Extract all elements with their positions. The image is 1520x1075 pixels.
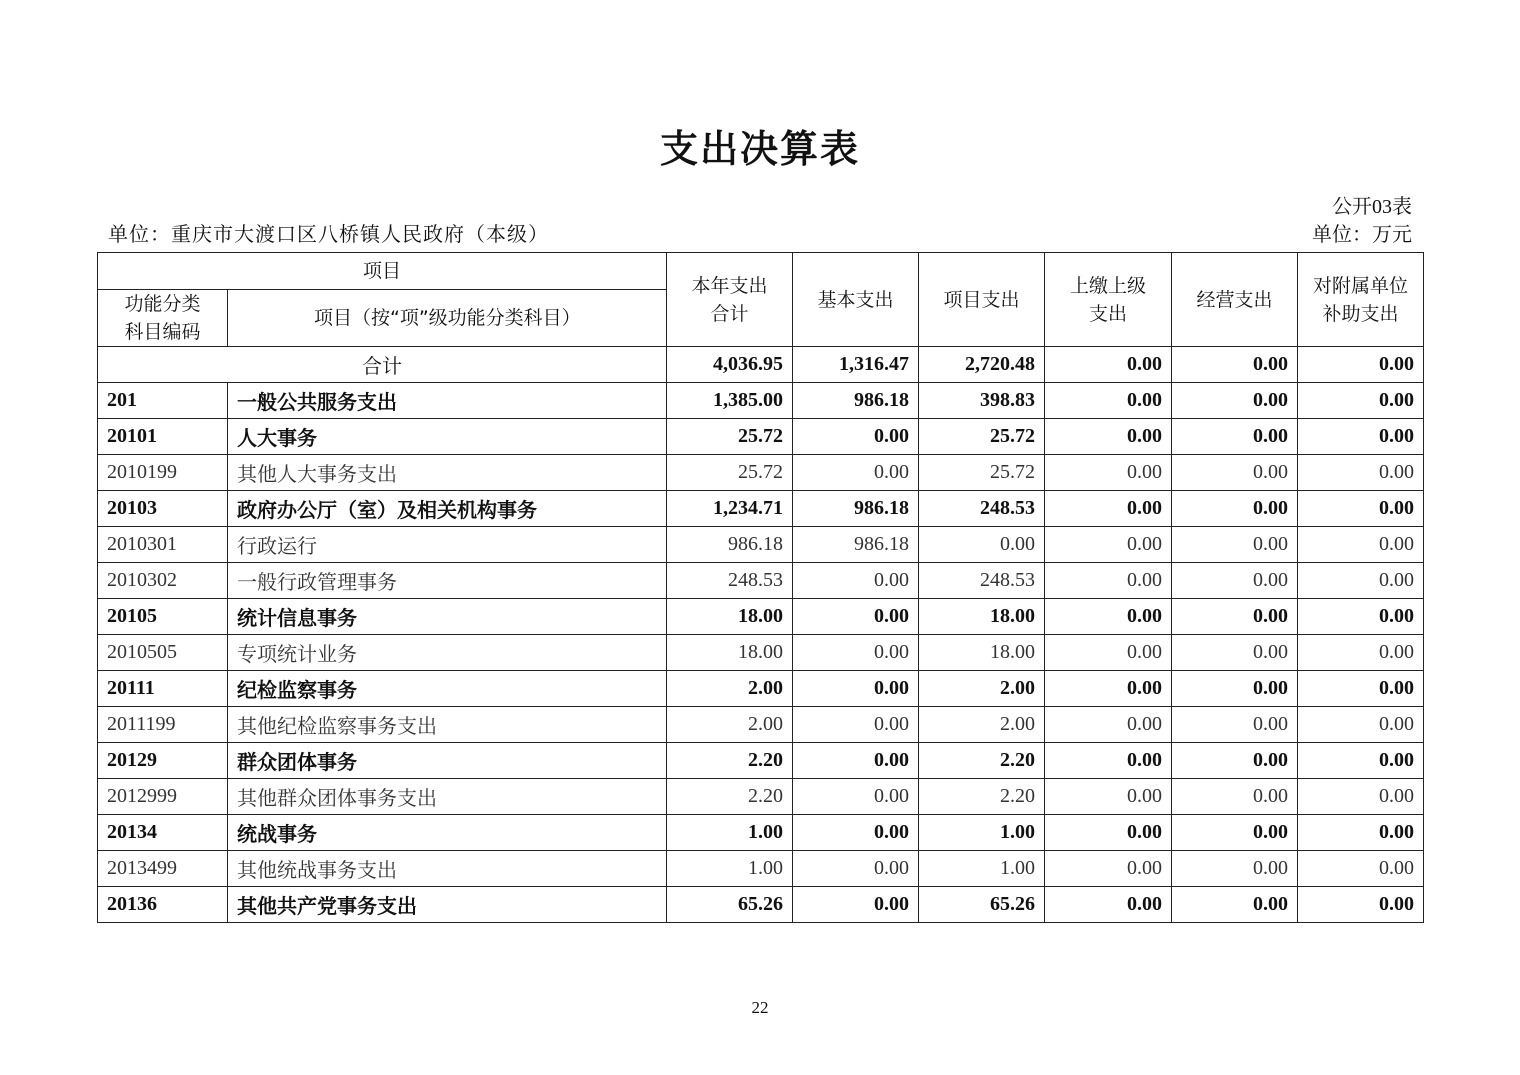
row-total: 65.26 (667, 887, 793, 923)
row-code: 2010505 (98, 635, 228, 671)
row-subsidy: 0.00 (1298, 599, 1424, 635)
row-code: 2010199 (98, 455, 228, 491)
row-project: 2.20 (919, 743, 1045, 779)
page-number: 22 (751, 998, 769, 1017)
row-code: 2013499 (98, 851, 228, 887)
row-project: 25.72 (919, 455, 1045, 491)
row-upper: 0.00 (1045, 671, 1172, 707)
row-basic: 0.00 (793, 455, 919, 491)
row-total: 248.53 (667, 563, 793, 599)
total-cell-project: 2,720.48 (919, 347, 1045, 383)
row-basic: 0.00 (793, 851, 919, 887)
table-row (98, 815, 1424, 851)
row-code: 20136 (98, 887, 228, 923)
row-name: 统计信息事务 (228, 599, 667, 635)
row-total: 1.00 (667, 815, 793, 851)
table-row (98, 383, 1424, 419)
row-business: 0.00 (1172, 563, 1298, 599)
row-code: 20103 (98, 491, 228, 527)
row-subsidy: 0.00 (1298, 455, 1424, 491)
row-basic: 986.18 (793, 491, 919, 527)
row-upper: 0.00 (1045, 815, 1172, 851)
row-total: 1,234.71 (667, 491, 793, 527)
row-name: 行政运行 (228, 527, 667, 563)
row-business: 0.00 (1172, 527, 1298, 563)
table-row (98, 743, 1424, 779)
row-name: 专项统计业务 (228, 635, 667, 671)
row-code: 20129 (98, 743, 228, 779)
row-name: 一般行政管理事务 (228, 563, 667, 599)
table-row (98, 851, 1424, 887)
row-basic: 986.18 (793, 383, 919, 419)
row-subsidy: 0.00 (1298, 563, 1424, 599)
form-number: 公开03表 (1332, 196, 1412, 218)
row-basic: 0.00 (793, 887, 919, 923)
row-subsidy: 0.00 (1298, 743, 1424, 779)
row-upper: 0.00 (1045, 779, 1172, 815)
row-total: 1.00 (667, 851, 793, 887)
header-subsidy: 对附属单位补助支出 (1298, 253, 1424, 347)
header-project-name: 项目（按“项”级功能分类科目） (228, 290, 667, 347)
header-business: 经营支出 (1172, 253, 1298, 347)
row-total: 986.18 (667, 527, 793, 563)
row-code: 20101 (98, 419, 228, 455)
unit-organization: 单位：重庆市大渡口区八桥镇人民政府（本级） (108, 224, 549, 246)
row-code: 2010301 (98, 527, 228, 563)
row-business: 0.00 (1172, 779, 1298, 815)
header-func-code: 功能分类科目编码 (98, 290, 228, 347)
table-row (98, 635, 1424, 671)
row-basic: 0.00 (793, 815, 919, 851)
total-cell-upper: 0.00 (1045, 347, 1172, 383)
page-title: 支出决算表 (659, 127, 860, 171)
row-business: 0.00 (1172, 851, 1298, 887)
row-basic: 0.00 (793, 743, 919, 779)
row-code: 2012999 (98, 779, 228, 815)
row-business: 0.00 (1172, 707, 1298, 743)
row-name: 纪检监察事务 (228, 671, 667, 707)
row-basic: 0.00 (793, 779, 919, 815)
row-business: 0.00 (1172, 671, 1298, 707)
row-project: 2.20 (919, 779, 1045, 815)
row-total: 18.00 (667, 599, 793, 635)
unit-currency: 单位：万元 (1312, 224, 1412, 246)
total-cell-subsidy: 0.00 (1298, 347, 1424, 383)
row-code: 2011199 (98, 707, 228, 743)
row-business: 0.00 (1172, 455, 1298, 491)
row-upper: 0.00 (1045, 599, 1172, 635)
row-basic: 0.00 (793, 707, 919, 743)
table-row (98, 599, 1424, 635)
row-upper: 0.00 (1045, 707, 1172, 743)
row-total: 25.72 (667, 455, 793, 491)
row-subsidy: 0.00 (1298, 779, 1424, 815)
row-name: 统战事务 (228, 815, 667, 851)
row-project: 18.00 (919, 635, 1045, 671)
row-business: 0.00 (1172, 599, 1298, 635)
row-subsidy: 0.00 (1298, 419, 1424, 455)
table-row (98, 887, 1424, 923)
table-row (98, 491, 1424, 527)
header-project-expense: 项目支出 (919, 253, 1045, 347)
table-row (98, 671, 1424, 707)
row-project: 1.00 (919, 815, 1045, 851)
row-total: 2.20 (667, 743, 793, 779)
row-basic: 0.00 (793, 671, 919, 707)
row-project: 248.53 (919, 563, 1045, 599)
row-total: 1,385.00 (667, 383, 793, 419)
row-name: 群众团体事务 (228, 743, 667, 779)
row-project: 18.00 (919, 599, 1045, 635)
row-business: 0.00 (1172, 743, 1298, 779)
row-upper: 0.00 (1045, 527, 1172, 563)
total-cell-total: 4,036.95 (667, 347, 793, 383)
row-basic: 0.00 (793, 635, 919, 671)
row-upper: 0.00 (1045, 887, 1172, 923)
row-project: 2.00 (919, 671, 1045, 707)
row-subsidy: 0.00 (1298, 635, 1424, 671)
row-name: 政府办公厅（室）及相关机构事务 (228, 491, 667, 527)
row-code: 20134 (98, 815, 228, 851)
row-total: 2.00 (667, 671, 793, 707)
row-code: 2010302 (98, 563, 228, 599)
row-name: 一般公共服务支出 (228, 383, 667, 419)
table-row (98, 527, 1424, 563)
row-subsidy: 0.00 (1298, 671, 1424, 707)
row-upper: 0.00 (1045, 383, 1172, 419)
table-row (98, 563, 1424, 599)
row-project: 1.00 (919, 851, 1045, 887)
row-basic: 0.00 (793, 419, 919, 455)
row-total: 18.00 (667, 635, 793, 671)
header-basic: 基本支出 (793, 253, 919, 347)
table-row (98, 419, 1424, 455)
row-business: 0.00 (1172, 383, 1298, 419)
total-cell-basic: 1,316.47 (793, 347, 919, 383)
row-upper: 0.00 (1045, 455, 1172, 491)
row-business: 0.00 (1172, 815, 1298, 851)
row-subsidy: 0.00 (1298, 383, 1424, 419)
row-name: 其他统战事务支出 (228, 851, 667, 887)
table-row (98, 707, 1424, 743)
row-project: 0.00 (919, 527, 1045, 563)
expenditure-table (97, 252, 1424, 923)
row-subsidy: 0.00 (1298, 851, 1424, 887)
header-project-group: 项目 (98, 253, 667, 290)
row-upper: 0.00 (1045, 563, 1172, 599)
row-basic: 986.18 (793, 527, 919, 563)
table-row (98, 779, 1424, 815)
row-name: 其他人大事务支出 (228, 455, 667, 491)
total-label: 合计 (98, 347, 667, 383)
row-code: 201 (98, 383, 228, 419)
row-business: 0.00 (1172, 887, 1298, 923)
header-upper: 上缴上级支出 (1045, 253, 1172, 347)
row-project: 65.26 (919, 887, 1045, 923)
row-subsidy: 0.00 (1298, 491, 1424, 527)
row-total: 25.72 (667, 419, 793, 455)
row-project: 25.72 (919, 419, 1045, 455)
row-upper: 0.00 (1045, 419, 1172, 455)
row-total: 2.00 (667, 707, 793, 743)
row-code: 20111 (98, 671, 228, 707)
row-total: 2.20 (667, 779, 793, 815)
row-subsidy: 0.00 (1298, 815, 1424, 851)
row-basic: 0.00 (793, 563, 919, 599)
table-row (98, 455, 1424, 491)
row-subsidy: 0.00 (1298, 527, 1424, 563)
row-subsidy: 0.00 (1298, 887, 1424, 923)
row-project: 248.53 (919, 491, 1045, 527)
row-upper: 0.00 (1045, 491, 1172, 527)
header-total: 本年支出合计 (667, 253, 793, 347)
row-project: 2.00 (919, 707, 1045, 743)
row-business: 0.00 (1172, 419, 1298, 455)
row-project: 398.83 (919, 383, 1045, 419)
row-basic: 0.00 (793, 599, 919, 635)
row-business: 0.00 (1172, 635, 1298, 671)
row-name: 人大事务 (228, 419, 667, 455)
row-upper: 0.00 (1045, 743, 1172, 779)
row-business: 0.00 (1172, 491, 1298, 527)
total-row (98, 347, 1424, 383)
total-cell-business: 0.00 (1172, 347, 1298, 383)
row-subsidy: 0.00 (1298, 707, 1424, 743)
row-name: 其他群众团体事务支出 (228, 779, 667, 815)
row-upper: 0.00 (1045, 635, 1172, 671)
row-upper: 0.00 (1045, 851, 1172, 887)
row-name: 其他共产党事务支出 (228, 887, 667, 923)
row-name: 其他纪检监察事务支出 (228, 707, 667, 743)
row-code: 20105 (98, 599, 228, 635)
